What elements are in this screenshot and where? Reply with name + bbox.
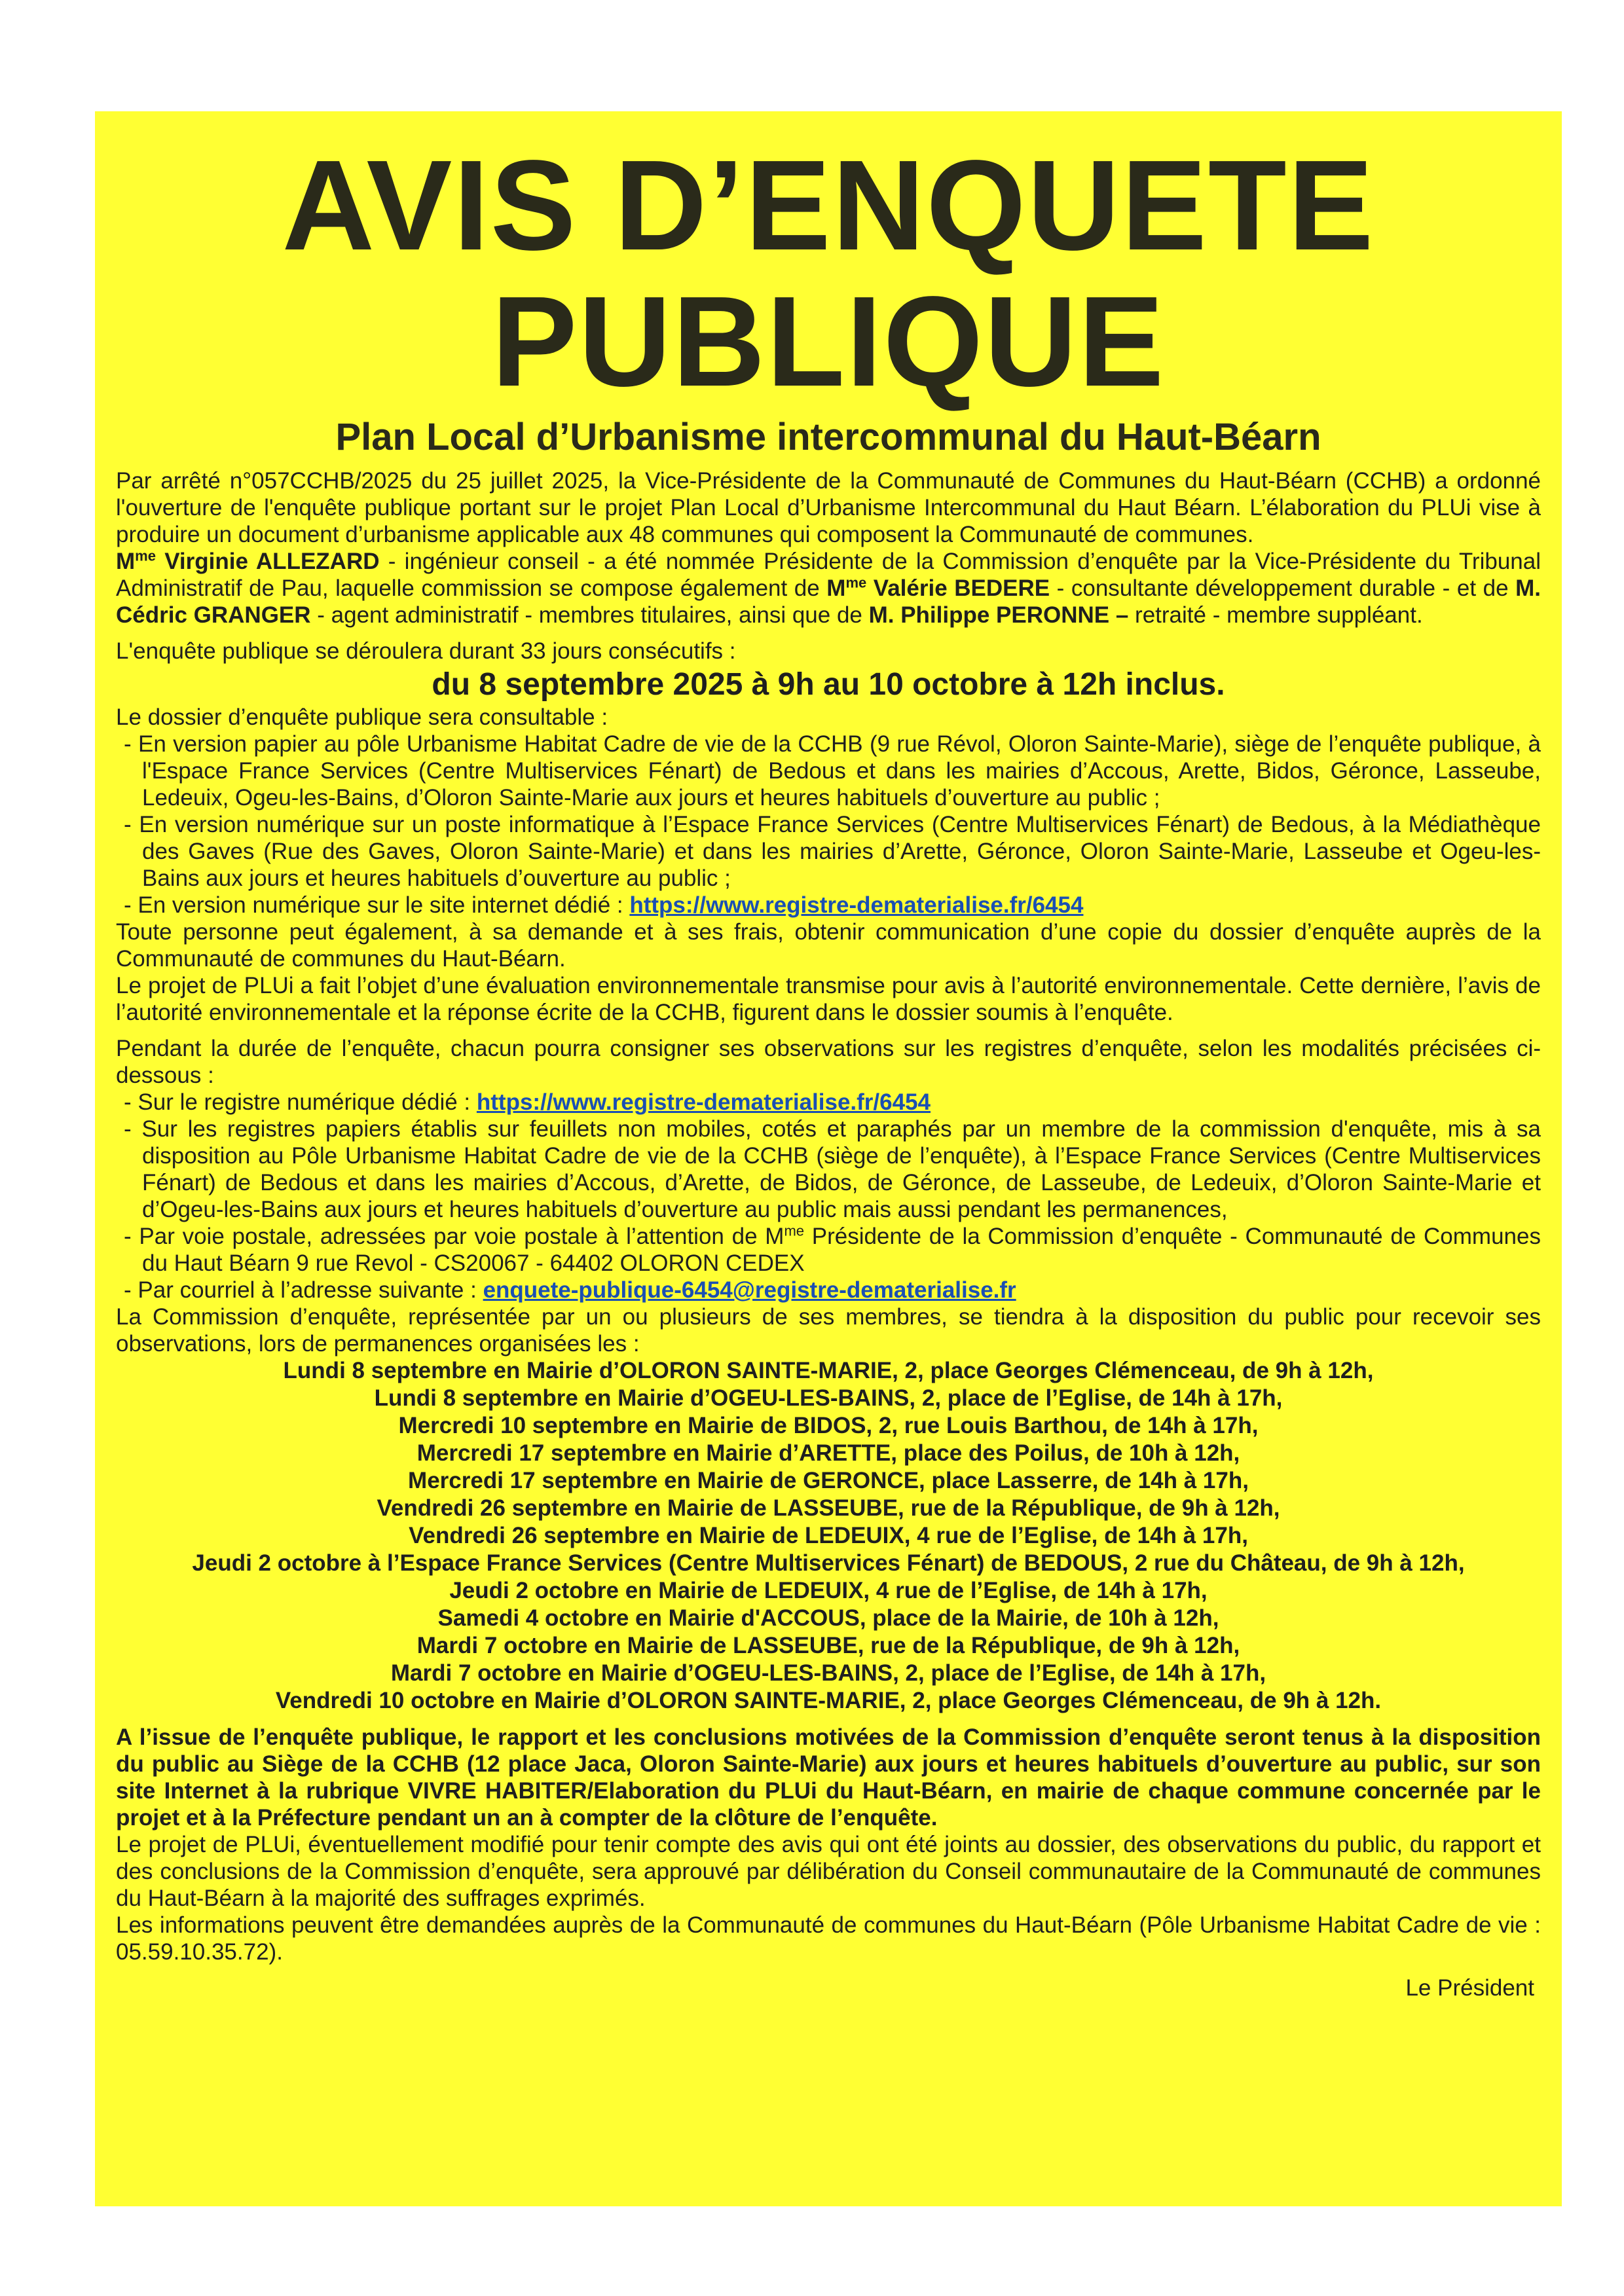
commission-text-2: - consultante développement durable - et de <box>1050 575 1516 601</box>
title-line-1: AVIS D’ENQUETE <box>282 134 1375 277</box>
enquiry-dates: du 8 septembre 2025 à 9h au 10 octobre à 12h inclus. <box>432 667 1225 702</box>
dossier-item-paper: - En version papier au pôle Urbanisme Habitat Cadre de vie de la CCHB (9 rue Révol, Oloron Sainte-Marie), siège de l’enquête publique, à l'Espace France Services (Centre Multiservices Fénart) de Bedous et dans les mairies d’Accous, Arette, Bidos, Géronce, Lasseube, Ledeuix, Ogeu-les-Bains, d’Oloron Sainte-Marie aux jours et heures habituels d’ouverture au public ; <box>124 731 1541 811</box>
dossier-intro: Le dossier d’enquête publique sera consultable : <box>116 704 608 730</box>
registre-link[interactable]: https://www.registre-dematerialise.fr/6454 <box>629 892 1084 918</box>
permanences-list <box>116 1357 1541 1715</box>
commission-text-3: - agent administratif - membres titulaires, ainsi que de <box>310 602 869 628</box>
permanence-item: Lundi 8 septembre en Mairie d’OLORON SAINTE-MARIE, 2, place Georges Clémenceau, de 9h à 12h, <box>283 1358 1374 1383</box>
permanence-item: Mercredi 17 septembre en Mairie de GERONCE, place Lasserre, de 14h à 17h, <box>408 1468 1249 1493</box>
title-m-1: $M^{me}$ Virginie ALLEZARD <box>116 547 380 574</box>
member-2: M. Cédric GRANGER <box>116 575 1541 628</box>
commission-text-1: - ingénieur conseil - a été nommée Présidente de la Commission d’enquête par la Vice-Présidente du Tribunal Administratif de Pau, laquelle commission se compose également de <box>116 549 1541 601</box>
email-link[interactable]: enquete-publique-6454@registre-dematerialise.fr <box>483 1277 1016 1303</box>
permanence-item: Vendredi 10 octobre en Mairie d’OLORON SAINTE-MARIE, 2, place Georges Clémenceau, de 9h à 12h. <box>275 1688 1382 1713</box>
notice-subtitle: Plan Local d’Urbanisme intercommunal du Haut-Béarn <box>335 416 1321 458</box>
dossier-item-digital-post: - En version numérique sur un poste informatique à l’Espace France Services (Centre Multiservices Fénart) de Bedous, à la Médiathèque des Gaves (Rue des Gaves, Oloron Sainte-Marie) et dans les mairies d’Arette, Géronce, Oloron Sainte-Marie, Lasseube et Ogeu-les-Bains aux jours et heures habituels d’ouverture au public ; <box>124 812 1541 891</box>
duration-text: L'enquête publique se déroulera durant 33 jours consécutifs : <box>116 638 736 664</box>
permanence-item: Samedi 4 octobre en Mairie d'ACCOUS, place de la Mairie, de 10h à 12h, <box>437 1605 1219 1631</box>
commission-paragraph <box>116 548 1541 629</box>
member-3: M. Philippe PERONNE – <box>868 602 1129 628</box>
permanences-intro: La Commission d’enquête, représentée par un ou plusieurs de ses membres, se tiendra à la disposition du public pour recevoir ses observations, lors de permanences organisées les : <box>116 1304 1541 1357</box>
commission-text-4: retraité - membre suppléant. <box>1128 602 1423 628</box>
obs-item-paper: - Sur les registres papiers établis sur feuillets non mobiles, cotés et paraphés par un membre de la commission d'enquête, mis à sa disposition au Pôle Urbanisme Habitat Cadre de vie de la CCHB (siège de l’enquête), à l’Espace France Services (Centre Multiservices Fénart) de Bedous et dans les mairies d’Accous, d’Arette, de Bidos, de Géronce, de Lasseube, de Ledeuix, d’Oloron Sainte-Marie et d’Ogeu-les-Bains aux jours et heures habituels d’ouverture au public mais aussi pendant les permanences, <box>124 1116 1541 1222</box>
obs-item-email: - Par courriel à l’adresse suivante : enquete-publique-6454@registre-dematerialise.fr <box>124 1277 1016 1303</box>
permanence-item: Vendredi 26 septembre en Mairie de LEDEUIX, 4 rue de l’Eglise, de 14h à 17h, <box>409 1523 1248 1548</box>
intro-paragraph: Par arrêté n°057CCHB/2025 du 25 juillet 2025, la Vice-Présidente de la Communauté de Communes du Haut-Béarn (CCHB) a ordonné l'ouverture de l'enquête publique portant sur le projet Plan Local d’Urbanisme Intercommunal du Haut Béarn. L’élaboration du PLUi vise à produire un document d’urbanisme applicable aux 48 communes qui composent la Communauté de communes. <box>116 468 1541 547</box>
signature: Le Président <box>1405 1975 1534 2001</box>
permanence-item: Jeudi 2 octobre en Mairie de LEDEUIX, 4 rue de l’Eglise, de 14h à 17h, <box>449 1578 1208 1603</box>
obs-item-numeric: - Sur le registre numérique dédié : https://www.registre-dematerialise.fr/6454 <box>124 1089 931 1115</box>
evaluation-paragraph: Le projet de PLUi a fait l’objet d’une évaluation environnementale transmise pour avis à l’autorité environnementale. Cette dernière, l’avis de l’autorité environnementale et la réponse écrite de la CCHB, figurent dans le dossier soumis à l’enquête. <box>116 973 1541 1025</box>
observations-intro: Pendant la durée de l’enquête, chacun pourra consigner ses observations sur les registres d’enquête, selon les modalités précisées ci-dessous : <box>116 1036 1541 1088</box>
registre-link-2[interactable]: https://www.registre-dematerialise.fr/6454 <box>476 1089 931 1115</box>
permanence-item: Lundi 8 septembre en Mairie d’OGEU-LES-BAINS, 2, place de l’Eglise, de 14h à 17h, <box>374 1385 1283 1411</box>
permanence-item: Vendredi 26 septembre en Mairie de LASSEUBE, rue de la République, de 9h à 12h, <box>377 1495 1280 1521</box>
notice-title <box>116 134 1541 413</box>
title-line-2: PUBLIQUE <box>491 270 1166 413</box>
member-1: $M^{me}$ Valérie BEDERE <box>826 574 1050 601</box>
permanence-item: Mercredi 10 septembre en Mairie de BIDOS, 2, rue Louis Barthou, de 14h à 17h, <box>398 1413 1259 1438</box>
obs-item-postal: - Par voie postale, adressées par voie postale à l’attention de $M^{me}$ Présidente de la Commission d’enquête - Communauté de Communes du Haut Béarn 9 rue Revol - CS20067 - 64402 OLORON CEDEX <box>124 1222 1541 1276</box>
permanence-item: Mardi 7 octobre en Mairie d’OGEU-LES-BAINS, 2, place de l’Eglise, de 14h à 17h, <box>390 1660 1266 1686</box>
conclusion-paragraph: A l’issue de l’enquête publique, le rapport et les conclusions motivées de la Commission d’enquête seront tenus à la disposition du public au Siège de la CCHB (12 place Jaca, Oloron Sainte-Marie) aux jours et heures habituels d’ouverture au public, sur son site Internet à la rubrique VIVRE HABITER/Elaboration du PLUi du Haut-Béarn, en mairie de chaque commune concernée par le projet et à la Préfecture pendant un an à compter de la clôture de l’enquête. <box>116 1724 1541 1831</box>
approval-paragraph: Le projet de PLUi, éventuellement modifié pour tenir compte des avis qui ont été joints au dossier, des observations du public, du rapport et des conclusions de la Commission d’enquête, sera approuvé par délibération du Conseil communautaire de la Communauté de communes du Haut-Béarn à la majorité des suffrages exprimés. <box>116 1832 1541 1911</box>
dossier-item-website: - En version numérique sur le site internet dédié : https://www.registre-dematerialise.fr/6454 <box>124 892 1084 918</box>
notice-body <box>116 467 1541 2001</box>
notice-poster <box>95 111 1562 2206</box>
copy-paragraph: Toute personne peut également, à sa demande et à ses frais, obtenir communication d’une copie du dossier d’enquête auprès de la Communauté de communes du Haut-Béarn. <box>116 919 1541 972</box>
permanence-item: Mardi 7 octobre en Mairie de LASSEUBE, rue de la République, de 9h à 12h, <box>416 1633 1240 1658</box>
info-paragraph: Les informations peuvent être demandées auprès de la Communauté de communes du Haut-Béarn (Pôle Urbanisme Habitat Cadre de vie : 05.59.10.35.72). <box>116 1912 1541 1965</box>
permanence-item: Jeudi 2 octobre à l’Espace France Services (Centre Multiservices Fénart) de BEDOUS, 2 rue du Château, de 9h à 12h, <box>192 1550 1465 1576</box>
permanence-item: Mercredi 17 septembre en Mairie d’ARETTE, place des Poilus, de 10h à 12h, <box>416 1440 1240 1466</box>
